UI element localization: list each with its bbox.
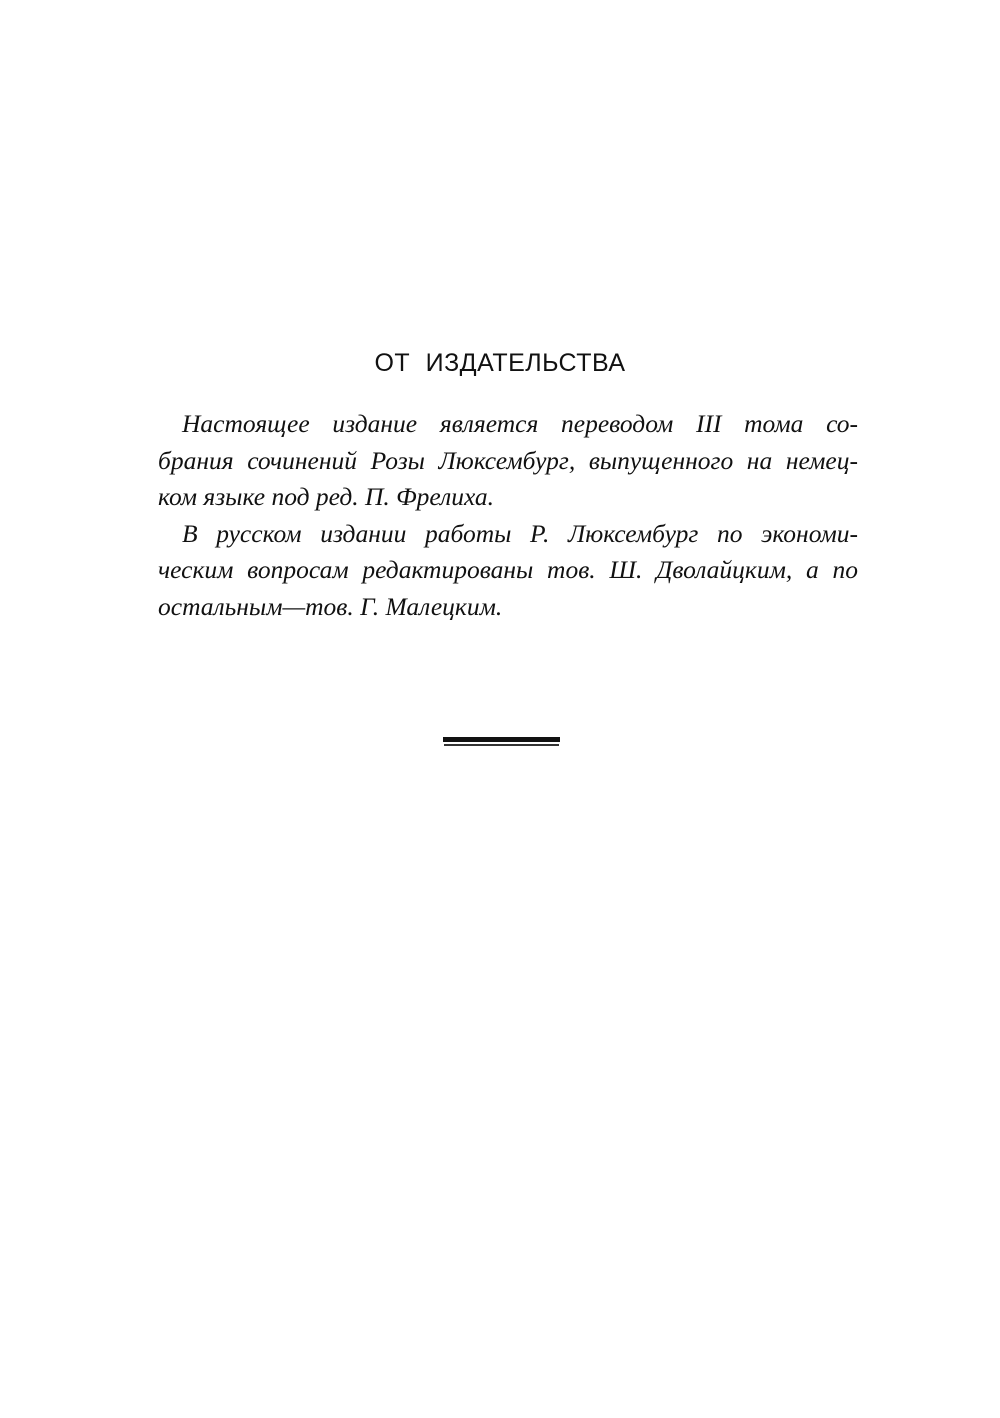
decorative-rule [443, 737, 560, 747]
rule-thick-line [443, 737, 560, 742]
paragraph1-line2: брания сочинений Розы Люксембург, выпущенного на немец- [158, 445, 858, 475]
paragraph1-line1: Настоящее издание является переводом III тома со- [182, 409, 858, 438]
paragraph2-line2: ческим вопросам редактированы тов. Ш. Дволайцким, а по [158, 555, 858, 584]
paragraph1-line3: ком языке под ред. П. Фрелиха. [158, 482, 495, 511]
publisher-note [158, 406, 858, 625]
rule-thin-line [444, 744, 559, 746]
paragraph2-line1: В русском издании работы Р. Люксембург по экономи- [182, 518, 858, 548]
paragraph2-line3: остальным—тов. Г. Малецким. [158, 591, 503, 621]
page-heading: ОТ ИЗДАТЕЛЬСТВА [374, 349, 626, 377]
